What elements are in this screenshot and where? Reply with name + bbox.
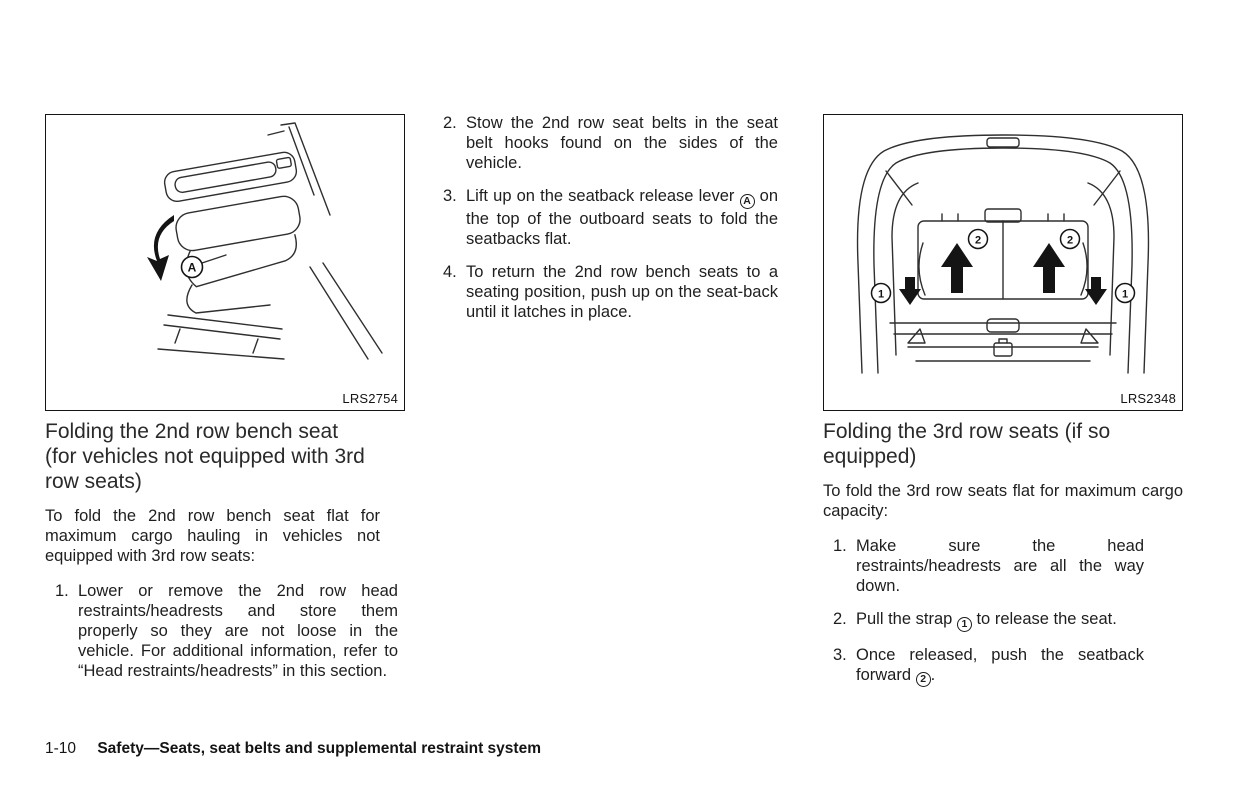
list-item [823, 536, 1183, 596]
step-text [856, 609, 1144, 632]
list-item [45, 581, 405, 681]
section-folding-2nd-row [45, 419, 405, 694]
strap-1-callout-icon: 1 [957, 617, 972, 632]
callout-2-label-left: 2 [974, 234, 982, 247]
step-number: 2. [443, 114, 457, 132]
step-text [466, 186, 778, 249]
steps-list-3rd-row [823, 536, 1183, 687]
step-text: Stow the 2nd row seat belts in the seat belt hooks found on the sides of the vehicle. [466, 114, 778, 172]
seat-fold-illustration [46, 115, 404, 410]
figure-2nd-row-fold [45, 114, 405, 411]
cargo-area-illustration [824, 115, 1182, 410]
callout-1-label-left: 1 [877, 288, 885, 301]
seat-line-art [158, 123, 382, 359]
section-2nd-row-steps-continued [443, 113, 778, 335]
section-intro-3rd-row: To fold the 3rd row seats flat for maximum cargo capacity: [823, 482, 1183, 520]
page-footer [45, 740, 541, 758]
steps-list-2nd-row [45, 581, 405, 681]
fold-direction-arrow [147, 215, 174, 281]
list-item [443, 113, 778, 173]
step-text-pre: Once released, push the seatback forward [856, 645, 1144, 684]
step-text-pre: Lift up on the seatback release lever [466, 187, 740, 205]
callout-1-label-right: 1 [1121, 288, 1129, 301]
step-text-post: on the top of the outboard seats to fold the seatbacks flat. [466, 187, 779, 248]
callout-a-label: A [187, 260, 197, 275]
section-heading-3rd-row: Folding the 3rd row seats (if so equipped) [823, 420, 1111, 468]
step-text [856, 645, 1144, 688]
step-text: Make sure the head restraints/headrests are all the way down. [856, 537, 1144, 595]
list-item [443, 262, 778, 322]
seatback-up-arrow-right [1033, 243, 1065, 293]
step-number: 3. [443, 187, 457, 205]
step-text: To return the 2nd row bench seats to a seating position, push up on the seat-back until it latches in place. [466, 262, 778, 321]
step-number: 1. [833, 537, 847, 555]
list-item [823, 645, 1183, 688]
step-number: 1. [55, 582, 69, 600]
figure-3rd-row-fold [823, 114, 1183, 411]
step-text-post: to release the seat. [971, 610, 1117, 628]
steps-list-middle [443, 113, 778, 322]
step-text: Lower or remove the 2nd row head restraints/headrests and store them properly so they are not loose in the vehicle. For additional information, refer to “Head restraints/headrests” in this section. [78, 582, 398, 680]
section-intro-2nd-row: To fold the 2nd row bench seat flat for maximum cargo hauling in vehicles not equipped with 3rd row seats: [45, 507, 380, 565]
step-number: 4. [443, 262, 457, 281]
release-lever-a-callout-icon: A [740, 194, 755, 209]
step-text-pre: Pull the strap [856, 610, 957, 628]
seatback-up-arrow-left [941, 243, 973, 293]
step-number: 2. [833, 610, 847, 628]
footer-section-title: Safety—Seats, seat belts and supplemental restraint system [97, 740, 541, 757]
figure-code: LRS2348 [1120, 391, 1176, 406]
list-item [823, 609, 1183, 632]
callout-2-label-right: 2 [1066, 234, 1074, 247]
section-heading-2nd-row: Folding the 2nd row bench seat (for vehicles not equipped with 3rd row seats) [45, 420, 365, 493]
step-text-post: . [930, 665, 936, 684]
list-item [443, 186, 778, 249]
figure-code: LRS2754 [342, 391, 398, 406]
step-number: 3. [833, 645, 847, 664]
cargo-line-art [858, 135, 1149, 373]
page-number: 1-10 [45, 740, 77, 757]
section-folding-3rd-row [823, 419, 1183, 700]
seatback-2-callout-icon: 2 [916, 672, 931, 687]
